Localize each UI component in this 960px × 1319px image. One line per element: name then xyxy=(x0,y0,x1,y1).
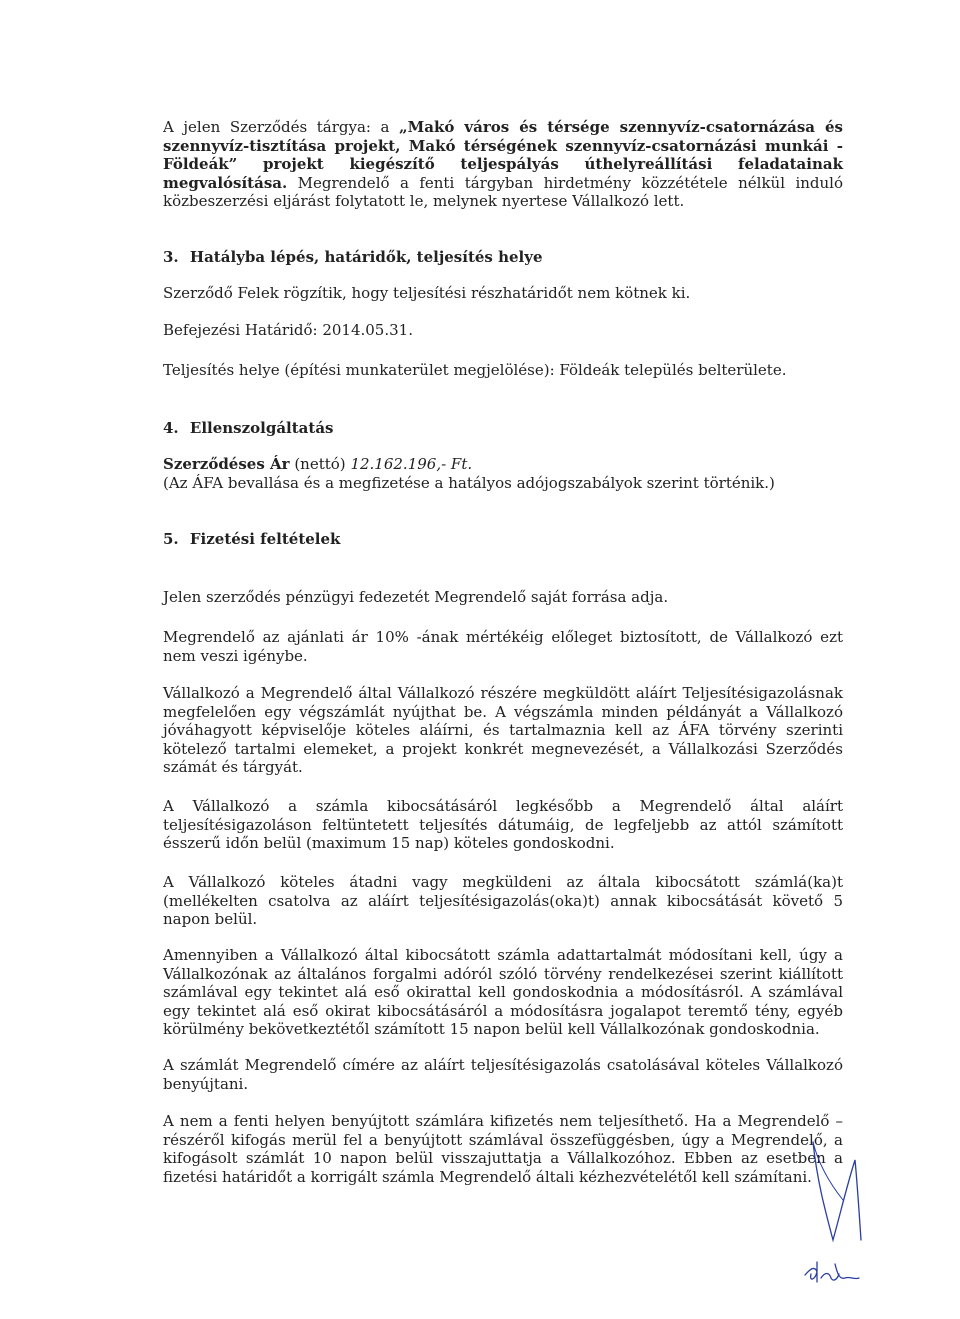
payment-paragraph-1: Jelen szerződés pénzügyi fedezetét Megrendelő saját forrása adja. xyxy=(163,588,669,606)
vat-note: (Az ÁFA bevallása és a megfizetése a hatályos adójogszabályok szerint történik.) xyxy=(163,474,775,492)
section-3-number: 3. xyxy=(163,248,179,266)
contract-price-line xyxy=(163,455,843,474)
section-3-title: Hatályba lépés, határidők, teljesítés helye xyxy=(189,248,543,266)
payment-paragraph-4: A Vállalkozó a számla kibocsátásáról legkésőbb a Megrendelő által aláírt teljesítésigazoláson feltüntetett teljesítés dátumáig, de legfeljebb az attól számított ésszerű időn belül (maximum 15 nap) köteles gondoskodni. xyxy=(163,797,843,852)
section-4-title: Ellenszolgáltatás xyxy=(189,419,334,437)
section-4-heading xyxy=(163,419,334,437)
payment-paragraph-6: Amennyiben a Vállalkozó által kibocsátott számla adattartalmát módosítani kell, úgy a Vállalkozónak az általános forgalmi adóról szóló törvény rendelkezései szerint kiállított számlával egy tekintet alá eső okirattal kell gondoskodnia a módosításról. A számlával egy tekintet alá eső okirat kibocsátásáról a módosításra jogalapot teremtő tény, egyéb körülmény bekövetkeztétől számított 15 napon belül kell Vállalkozónak gondoskodnia. xyxy=(163,946,843,1038)
payment-paragraph-2: Megrendelő az ajánlati ár 10% -ának mértékéig előleget biztosított, de Vállalkozó ezt nem veszi igénybe. xyxy=(163,628,843,665)
section-3-deadline: Befejezési Határidő: 2014.05.31. xyxy=(163,321,413,339)
intro-paragraph xyxy=(163,118,843,211)
payment-paragraph-5: A Vállalkozó köteles átadni vagy megküldeni az általa kibocsátott számlá(ka)t (mellékelten csatolva az aláírt teljesítésigazolás(oka)t) annak kibocsátását követő 5 napon belül. xyxy=(163,873,843,928)
payment-paragraph-7: A számlát Megrendelő címére az aláírt teljesítésigazolás csatolásával köteles Vállalkozó benyújtani. xyxy=(163,1056,843,1093)
payment-paragraph-3: Vállalkozó a Megrendelő által Vállalkozó részére megküldött aláírt Teljesítésigazolásnak megfelelően egy végszámlát nyújthat be. A végszámla minden példányát a Vállalkozó jóváhagyott képviselője köteles aláírni, és tartalmaznia kell az ÁFA törvény szerinti kötelező tartalmi elemeket, a projekt konkrét megnevezését, a Vállalkozási Szerződés számát és tárgyát. xyxy=(163,684,843,776)
payment-paragraph-8: A nem a fenti helyen benyújtott számlára kifizetés nem teljesíthető. Ha a Megrendelő – részéről kifogás merül fel a benyújtott számlával összefüggésben, úgy a Megrendelő, a kifogásolt számlát 10 napon belül visszajuttatja a Vállalkozóhoz. Ebben az esetben a fizetési határidőt a korrigált számla Megrendelő általi kézhezvételétől kell számítani. xyxy=(163,1112,843,1186)
contract-price-net: (nettó) xyxy=(289,455,351,473)
section-5-title: Fizetési feltételek xyxy=(189,530,341,548)
section-5-heading xyxy=(163,530,340,548)
contract-subject: „Makó város és térsége szennyvíz-csatornázása és szennyvíz-tisztítása projekt, Makó térségének szennyvíz-csatornázási munkái - Földeák” projekt kiegészítő teljespályás úthelyreállítási feladatainak megvalósítása. xyxy=(163,118,843,192)
intro-suffix: Megrendelő a fenti tárgyban hirdetmény közzététele nélkül induló közbeszerzési eljárást folytatott le, melynek nyertese Vállalkozó lett. xyxy=(163,173,843,210)
section-4-number: 4. xyxy=(163,419,179,437)
intro-prefix: A jelen Szerződés tárgya: a xyxy=(163,118,400,136)
section-3-heading xyxy=(163,248,543,266)
contract-price-value: 12.162.196,- Ft. xyxy=(350,455,473,473)
handwritten-signature xyxy=(795,1140,875,1290)
section-3-p1: Szerződő Felek rögzítik, hogy teljesítési részhatáridőt nem kötnek ki. xyxy=(163,284,691,302)
section-3-location: Teljesítés helye (építési munkaterület megjelölése): Földeák település belterülete. xyxy=(163,361,787,379)
contract-price-label: Szerződéses Ár xyxy=(163,455,290,473)
section-5-number: 5. xyxy=(163,530,179,548)
